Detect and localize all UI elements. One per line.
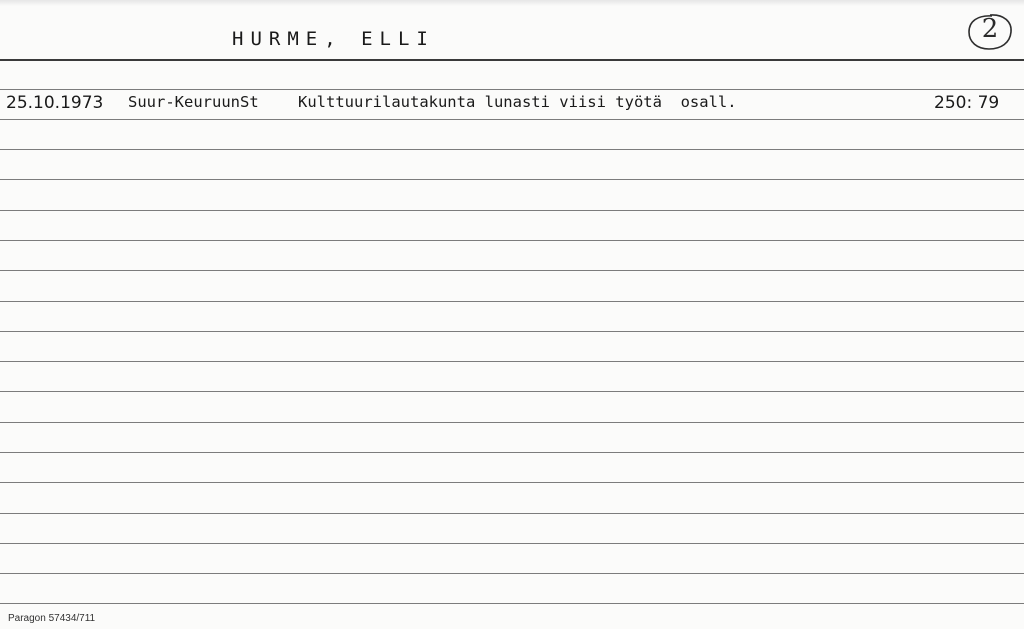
ruled-line	[0, 422, 1024, 423]
entry-date: 25.10.1973	[6, 93, 104, 113]
ruled-line	[0, 391, 1024, 392]
print-code: Paragon 57434/711	[8, 613, 96, 624]
header-rule	[0, 59, 1024, 61]
ruled-line	[0, 119, 1024, 120]
ruled-line	[0, 240, 1024, 241]
entry-place: Suur-KeuruunSt	[128, 93, 259, 111]
ruled-line	[0, 301, 1024, 302]
ruled-line	[0, 210, 1024, 211]
ruled-line	[0, 89, 1024, 90]
entry-row	[0, 93, 1024, 117]
ruled-line	[0, 513, 1024, 514]
card-title: HURME, ELLI	[232, 28, 435, 50]
ruled-line	[0, 603, 1024, 604]
entry-text: Kulttuurilautakunta lunasti viisi työtä osall.	[298, 93, 737, 111]
card-number: 2	[981, 14, 999, 44]
ruled-line	[0, 543, 1024, 544]
ruled-line	[0, 573, 1024, 574]
ruled-line	[0, 149, 1024, 150]
ruled-line	[0, 452, 1024, 453]
entry-reference: 250: 79	[934, 93, 1000, 113]
ruled-line	[0, 270, 1024, 271]
ruled-line	[0, 361, 1024, 362]
card-number-circle	[966, 12, 1014, 52]
ruled-line	[0, 331, 1024, 332]
card-top-edge	[0, 0, 1024, 6]
ruled-line	[0, 179, 1024, 180]
ruled-line	[0, 482, 1024, 483]
